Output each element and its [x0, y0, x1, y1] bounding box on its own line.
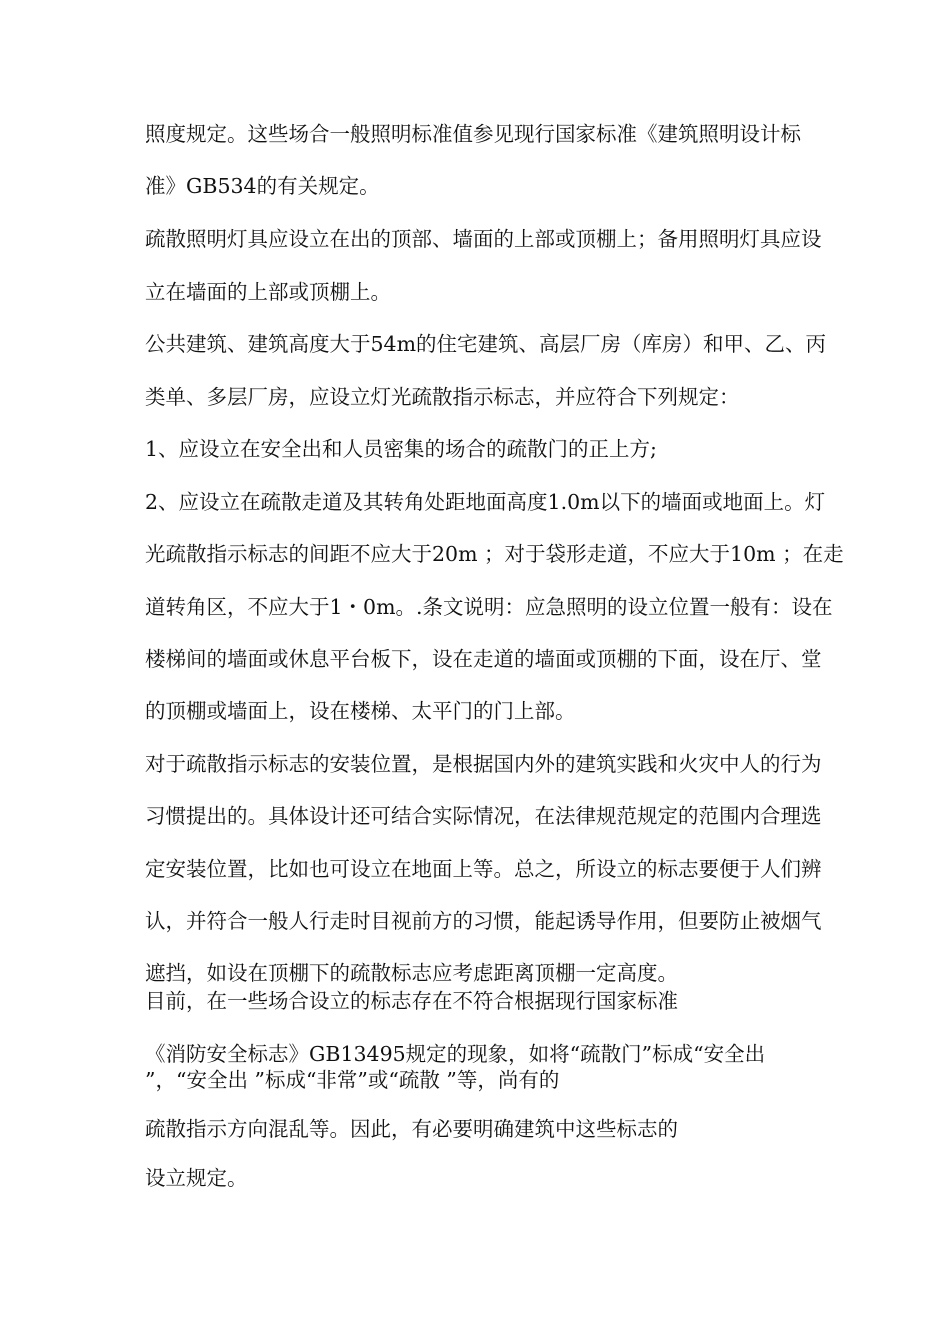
text-line: 习惯提出的。具体设计还可结合实际情况，在法律规范规定的范围内合理选 [145, 804, 822, 828]
text-line: 目前，在一些场合设立的标志存在不符合根据现行国家标准 [145, 989, 678, 1013]
text-line: 遮挡，如设在顶棚下的疏散标志应考虑距离顶棚一定高度。 [145, 961, 678, 985]
text-line: 楼梯间的墙面或休息平台板下，设在走道的墙面或顶棚的下面，设在厅、堂 [145, 647, 822, 671]
text-line: 认，并符合一般人行走时目视前方的习惯，能起诱导作用，但要防止被烟气 [145, 909, 822, 933]
text-line: 疏散指示方向混乱等。因此，有必要明确建筑中这些标志的 [145, 1117, 678, 1141]
text-line: 定安装位置，比如也可设立在地面上等。总之，所设立的标志要便于人们辨 [145, 857, 822, 881]
text-line: 照度规定。这些场合一般照明标准值参见现行国家标准《建筑照明设计标 [145, 122, 801, 146]
text-line: 对于疏散指示标志的安装位置，是根据国内外的建筑实践和火灾中人的行为 [145, 752, 822, 776]
text-line: 的顶棚或墙面上，设在楼梯、太平门的门上部。 [145, 699, 576, 723]
text-line: 1、应设立在安全出和人员密集的场合的疏散门的正上方; [145, 437, 657, 461]
text-line: 立在墙面的上部或顶棚上。 [145, 280, 391, 304]
text-line: 准》GB534的有关规定。 [145, 174, 380, 198]
text-line: ”，“安全出 ”标成“非常”或“疏散 ”等，尚有的 [145, 1068, 560, 1092]
text-line: 光疏散指示标志的间距不应大于20m ；对于袋形走道，不应大于10m ；在走 [145, 542, 844, 566]
text-line: 类单、多层厂房，应设立灯光疏散指示标志，并应符合下列规定： [145, 385, 740, 409]
text-line: 道转角区，不应大于1・0m。.条文说明：应急照明的设立位置一般有：设在 [145, 595, 833, 619]
text-line: 疏散照明灯具应设立在出的顶部、墙面的上部或顶棚上；备用照明灯具应设 [145, 227, 822, 251]
text-line: 《消防安全标志》GB13495规定的现象，如将“疏散门”标成“安全出 [145, 1042, 766, 1066]
text-line: 设立规定。 [145, 1166, 248, 1190]
text-line: 2、应设立在疏散走道及其转角处距地面高度1.0m以下的墙面或地面上。灯 [145, 490, 826, 514]
text-line: 公共建筑、建筑高度大于54m的住宅建筑、高层厂房（库房）和甲、乙、丙 [145, 332, 827, 356]
